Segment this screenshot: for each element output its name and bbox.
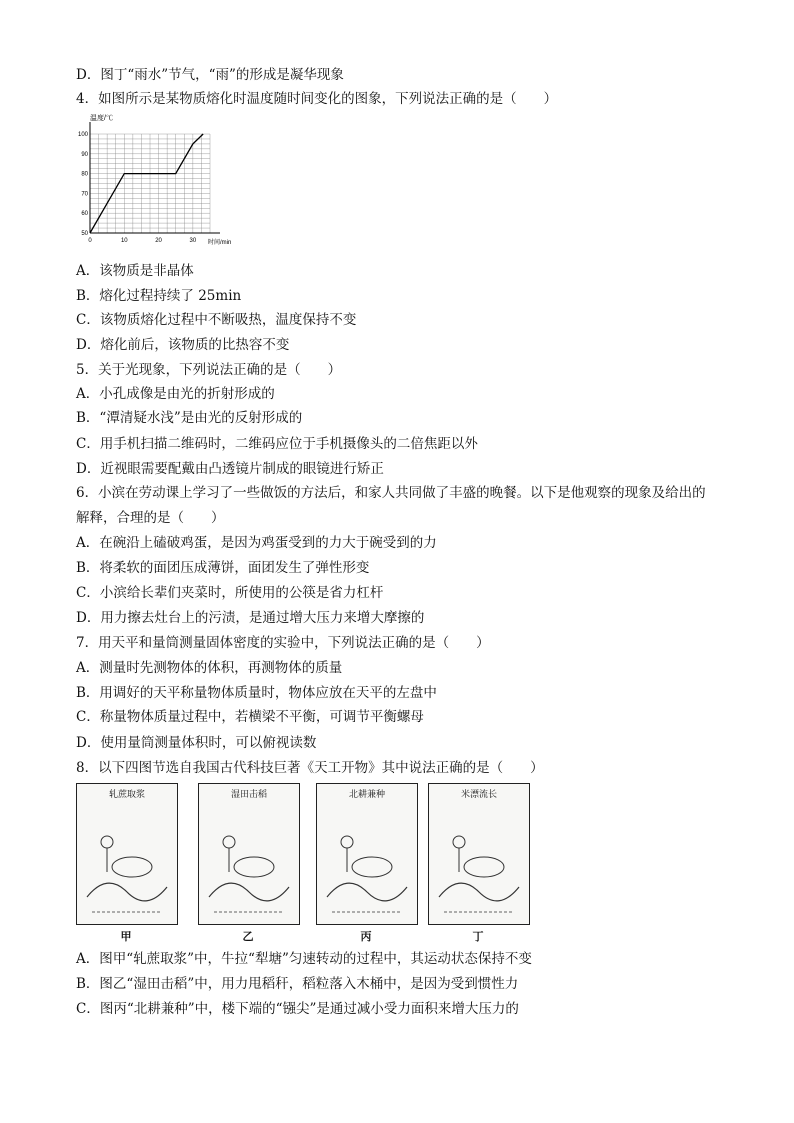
woodcut-illustration <box>77 802 177 922</box>
woodcut-illustration <box>199 802 299 922</box>
text-line: B．“潭清疑水浅”是由光的反射形成的 <box>76 410 303 426</box>
text-line: A．图甲“轧蔗取浆”中，牛拉“犁塘”匀速转动的过程中，其运动状态保持不变 <box>76 951 532 967</box>
text-line: A．在碗沿上磕破鸡蛋，是因为鸡蛋受到的力大于碗受到的力 <box>76 535 437 551</box>
text-line: A．小孔成像是由光的折射形成的 <box>76 386 275 402</box>
text-line: C．该物质熔化过程中不断吸热，温度保持不变 <box>76 312 357 328</box>
text-line: D．近视眼需要配戴由凸透镜片制成的眼镜进行矫正 <box>76 461 384 477</box>
text-line: D．使用量筒测量体积时，可以俯视读数 <box>76 735 317 751</box>
text-line: B．用调好的天平称量物体质量时，物体应放在天平的左盘中 <box>76 685 437 701</box>
text-line: 8．以下四图节选自我国古代科技巨著《天工开物》其中说法正确的是（ ） <box>76 760 544 776</box>
text-line: C．用手机扫描二维码时，二维码应位于手机摄像头的二倍焦距以外 <box>76 436 478 452</box>
text-line: B．将柔软的面团压成薄饼，面团发生了弹性形变 <box>76 560 370 576</box>
y-tick-label: 70 <box>81 191 88 198</box>
y-tick-label: 100 <box>77 132 88 138</box>
text-line: 解释，合理的是（ ） <box>76 510 225 526</box>
text-line: A．该物质是非晶体 <box>76 263 194 279</box>
figure-title: 米漂流长 <box>460 790 497 800</box>
text-line: C．称量物体质量过程中，若横梁不平衡，可调节平衡螺母 <box>76 709 424 725</box>
text-line: 7．用天平和量筒测量固体密度的实验中，下列说法正确的是（ ） <box>76 635 490 651</box>
x-tick-label: 10 <box>120 238 128 244</box>
figure-caption: 乙 <box>242 930 254 943</box>
woodcut-figure <box>428 783 530 925</box>
melting-temperature-chart <box>76 112 240 246</box>
figure-caption: 甲 <box>120 930 132 943</box>
y-tick-label: 80 <box>81 171 88 178</box>
text-line: B．图乙“湿田击稻”中，用力甩稻秆，稻粒落入木桶中，是因为受到惯性力 <box>76 976 519 992</box>
x-tick-label: 30 <box>189 238 197 244</box>
woodcut-figure <box>198 783 300 925</box>
y-tick-label: 50 <box>81 231 88 237</box>
tiangong-kaiwu-figures <box>76 783 536 943</box>
figure-caption: 丁 <box>472 930 484 943</box>
text-line: A．测量时先测物体的体积，再测物体的质量 <box>76 660 343 676</box>
x-tick-label: 0 <box>88 238 92 244</box>
woodcut-figure <box>76 783 178 925</box>
text-line: D．用力擦去灶台上的污渍，是通过增大压力来增大摩擦的 <box>76 610 425 626</box>
text-line: 4．如图所示是某物质熔化时温度随时间变化的图象，下列说法正确的是（ ） <box>76 91 558 107</box>
figure-title: 北耕兼种 <box>348 790 385 800</box>
text-line: C．小滨给长辈们夹菜时，所使用的公筷是省力杠杆 <box>76 585 384 601</box>
figure-title: 轧蔗取浆 <box>108 790 145 800</box>
text-line: D．熔化前后，该物质的比热容不变 <box>76 337 290 353</box>
text-line: 6．小滨在劳动课上学习了一些做饭的方法后，和家人共同做了丰盛的晚餐。以下是他观察的现象及给出的 <box>76 485 706 501</box>
woodcut-figure <box>316 783 418 925</box>
y-axis-label: 温度/℃ <box>90 115 113 122</box>
figure-title: 湿田击稻 <box>230 790 267 800</box>
text-line: 5．关于光现象，下列说法正确的是（ ） <box>76 362 342 378</box>
woodcut-illustration <box>429 802 529 922</box>
text-line: B．熔化过程持续了 25min <box>76 288 242 304</box>
y-tick-label: 60 <box>81 211 88 218</box>
figure-caption: 丙 <box>360 930 372 943</box>
x-axis-label: 时间/min <box>208 240 232 246</box>
woodcut-illustration <box>317 802 417 922</box>
text-line: D．图丁“雨水”节气，“雨”的形成是凝华现象 <box>76 67 344 83</box>
y-tick-label: 90 <box>81 151 88 158</box>
text-line: C．图丙“北耕兼种”中，楼下端的“镪尖”是通过减小受力面积来增大压力的 <box>76 1001 519 1017</box>
x-tick-label: 20 <box>155 238 162 244</box>
